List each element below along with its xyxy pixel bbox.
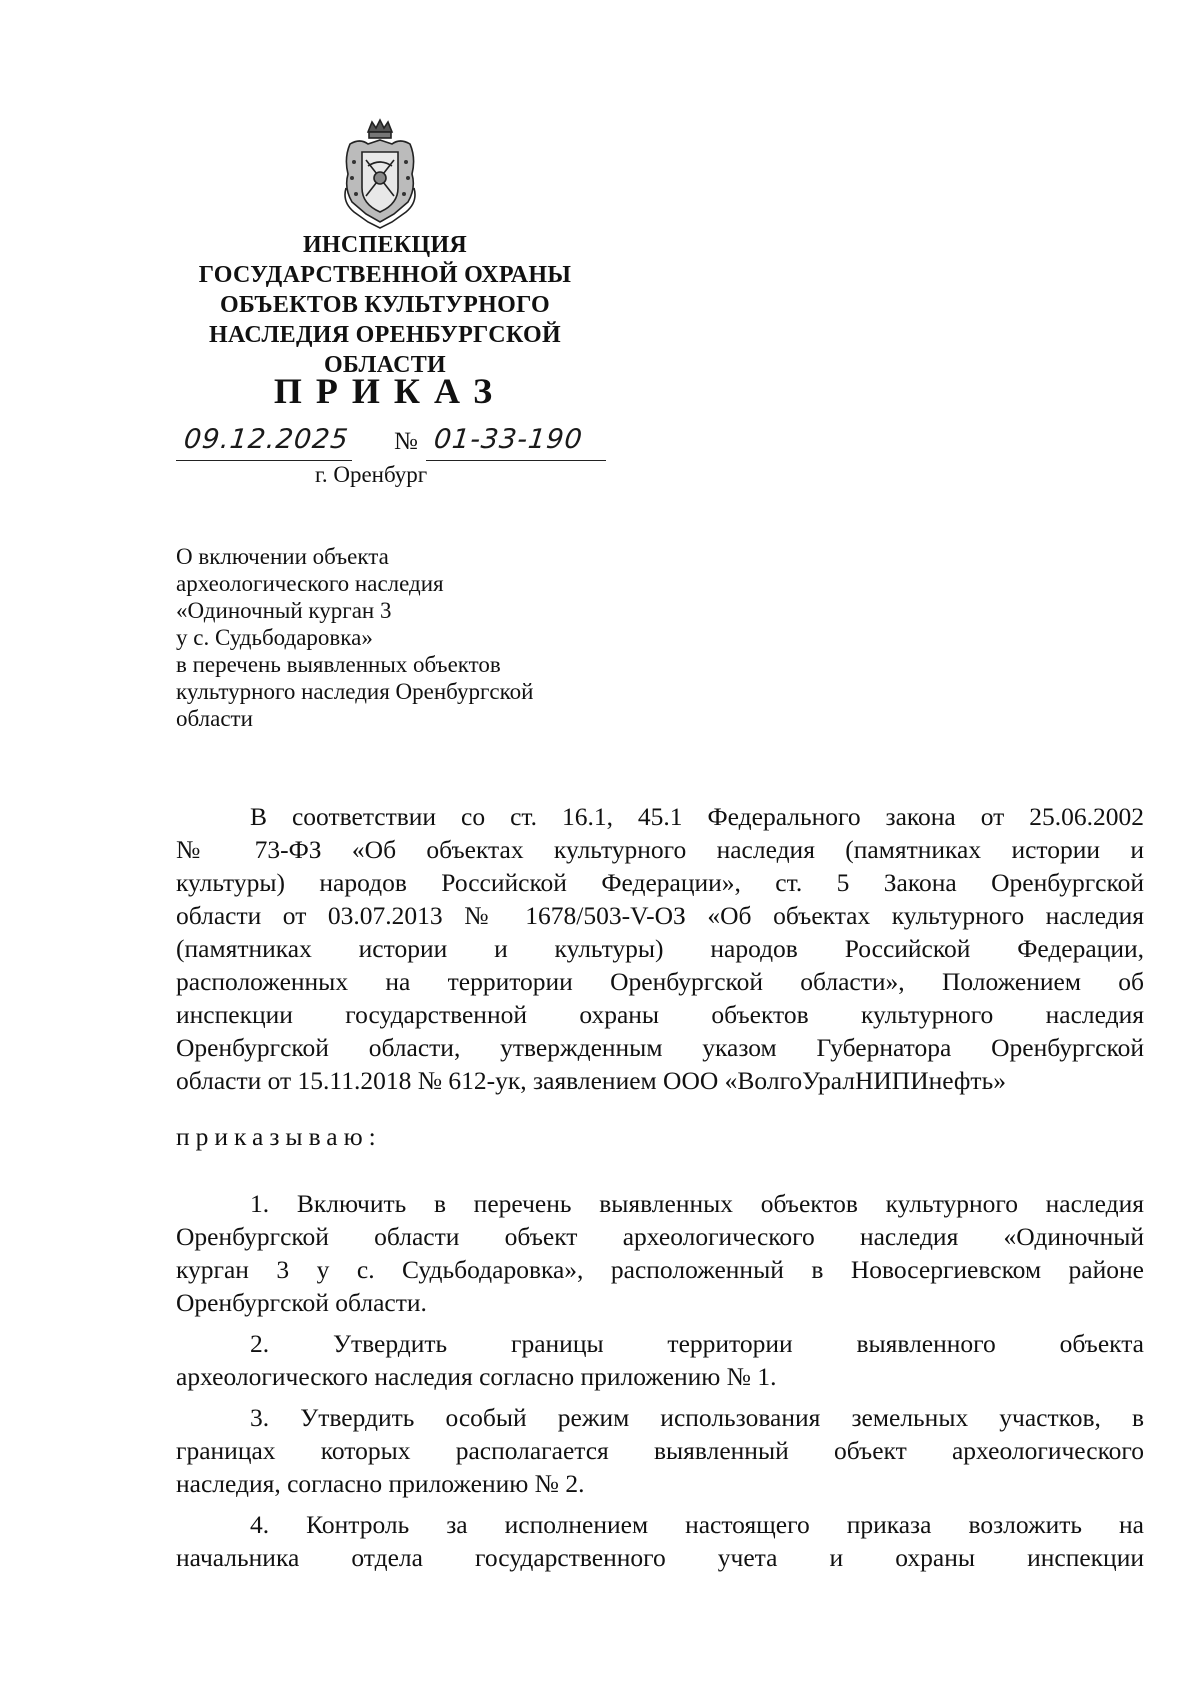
order-items <box>176 1187 1144 1574</box>
text-line: (памятниках истории и культуры) народов Российской Федерации, <box>176 934 1144 963</box>
text-line: археологического наследия согласно приложению № 1. <box>176 1362 777 1391</box>
text-line: Оренбургской области, утвержденным указом Губернатора Оренбургской <box>176 1033 1144 1062</box>
subject-line: культурного наследия Оренбургской <box>176 679 534 704</box>
org-line: ИНСПЕКЦИЯ <box>302 232 468 258</box>
order-item-1 <box>176 1187 1144 1319</box>
text-line: Оренбургской области объект археологического наследия «Одиночный <box>176 1222 1144 1251</box>
number-sign: № <box>394 428 418 455</box>
organization-name <box>170 230 600 380</box>
document-type-title: ПРИКАЗ <box>273 371 507 411</box>
text-line: границах которых располагается выявленный объект археологического <box>176 1436 1144 1465</box>
date-number-row <box>176 424 616 464</box>
text-line: В соответствии со ст. 16.1, 45.1 Федерального закона от 25.06.2002 <box>250 802 1144 831</box>
coat-of-arms-emblem <box>340 118 420 230</box>
text-line: области от 15.11.2018 № 612-ук, заявлением ООО «ВолгоУралНИПИнефть» <box>176 1066 1006 1095</box>
preamble-paragraph <box>176 800 1144 1097</box>
text-line: наследия, согласно приложению № 2. <box>176 1469 585 1498</box>
org-line: НАСЛЕДИЯ ОРЕНБУРГСКОЙ <box>209 322 561 348</box>
text-line: 3. Утвердить особый режим использования земельных участков, в <box>250 1403 1144 1432</box>
subject-line: в перечень выявленных объектов <box>176 652 501 677</box>
text-line: курган 3 у с. Судьбодаровка», расположенный в Новосергиевском районе <box>176 1255 1144 1284</box>
text-line: 2. Утвердить границы территории выявленного объекта <box>250 1329 1144 1358</box>
text-line: культуры) народов Российской Федерации», ст. 5 Закона Оренбургской <box>176 868 1144 897</box>
org-line: ГОСУДАРСТВЕННОЙ ОХРАНЫ <box>198 262 572 288</box>
subject-line: О включении объекта <box>176 544 389 569</box>
order-word: приказываю: <box>176 1122 382 1151</box>
order-item-2 <box>176 1327 1144 1393</box>
org-line: ОБЛАСТИ <box>323 352 447 378</box>
order-date: 09.12.2025 <box>182 424 351 455</box>
org-line: ОБЪЕКТОВ КУЛЬТУРНОГО <box>219 292 551 318</box>
text-line: начальника отдела государственного учета и охраны инспекции <box>176 1543 1144 1572</box>
date-underline <box>176 460 352 461</box>
subject-line: области <box>176 706 253 731</box>
text-line: Оренбургской области. <box>176 1288 427 1317</box>
text-line: 4. Контроль за исполнением настоящего приказа возложить на <box>250 1510 1144 1539</box>
order-item-3 <box>176 1401 1144 1500</box>
order-subject <box>176 543 606 732</box>
city-name: г. Оренбург <box>315 462 428 487</box>
number-underline <box>426 460 606 461</box>
text-line: инспекции государственной охраны объектов культурного наследия <box>176 1000 1144 1029</box>
subject-line: «Одиночный курган 3 <box>176 598 392 623</box>
subject-line: археологического наследия <box>176 571 444 596</box>
order-number: 01-33-190 <box>432 424 585 455</box>
order-item-4 <box>176 1508 1144 1574</box>
text-line: области от 03.07.2013 № 1678/503-V-ОЗ «Об объектах культурного наследия <box>176 901 1144 930</box>
text-line: расположенных на территории Оренбургской области», Положением об <box>176 967 1144 996</box>
subject-line: у с. Судьбодаровка» <box>176 625 373 650</box>
text-line: № 73-ФЗ «Об объектах культурного наследия (памятниках истории и <box>176 835 1144 864</box>
text-line: 1. Включить в перечень выявленных объектов культурного наследия <box>250 1189 1144 1218</box>
